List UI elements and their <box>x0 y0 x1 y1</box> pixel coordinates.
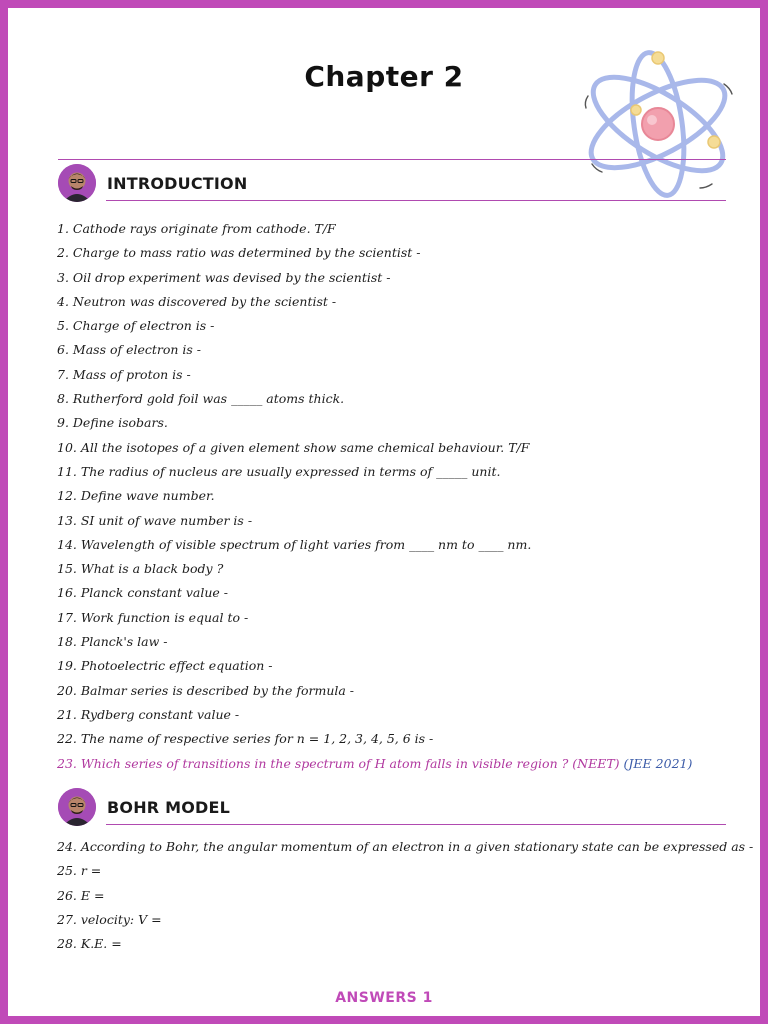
section-header-introduction <box>58 164 726 204</box>
section-header-bohr-model <box>58 788 726 828</box>
exam-tag: (JEE 2021) <box>623 755 693 771</box>
avatar <box>58 164 96 202</box>
question-item: 7. Mass of proton is - <box>57 366 191 382</box>
question-item: 10. All the isotopes of a given element show same chemical behaviour. T/F <box>57 439 530 455</box>
avatar-portrait-icon <box>58 164 96 202</box>
question-item: 1. Cathode rays originate from cathode. T/F <box>57 221 336 236</box>
highlighted-question <box>57 752 720 776</box>
highlighted-question-text: 23. Which series of transitions in the spectrum of H atom falls in visible region ? (NEET) <box>57 755 620 771</box>
section-heading: INTRODUCTION <box>107 174 248 193</box>
question-item: 22. The name of respective series for n = 1, 2, 3, 4, 5, 6 is - <box>57 731 434 747</box>
question-item: 18. Planck's law - <box>57 634 168 650</box>
avatar <box>58 788 96 826</box>
page-footer: ANSWERS 1 <box>335 990 433 1006</box>
question-item: 11. The radius of nucleus are usually expressed in terms of _____ unit. <box>57 463 501 479</box>
question-item: 27. velocity: V = <box>57 911 162 927</box>
section-divider <box>106 824 726 825</box>
question-item: 28. K.E. = <box>57 936 122 952</box>
question-item: 17. Work function is equal to - <box>57 609 249 625</box>
question-item: 21. Rydberg constant value - <box>57 706 240 722</box>
question-item: 4. Neutron was discovered by the scientist - <box>57 293 337 309</box>
question-item: 8. Rutherford gold foil was _____ atoms thick. <box>57 391 345 407</box>
question-item: 5. Charge of electron is - <box>57 318 215 334</box>
question-item: 15. What is a black body ? <box>57 561 224 577</box>
question-item: 6. Mass of electron is - <box>57 342 202 358</box>
question-item: 13. SI unit of wave number is - <box>57 512 253 528</box>
introduction-question-list <box>57 217 720 776</box>
question-item: 12. Define wave number. <box>57 488 215 504</box>
page-title: Chapter 2 <box>304 60 464 93</box>
question-item: 9. Define isobars. <box>57 415 168 431</box>
question-item: 3. Oil drop experiment was devised by the scientist - <box>57 269 391 285</box>
question-item: 19. Photoelectric effect equation - <box>57 658 273 674</box>
question-item: 2. Charge to mass ratio was determined by the scientist - <box>57 245 421 261</box>
section-divider <box>106 200 726 201</box>
question-item: 20. Balmar series is described by the formula - <box>57 682 355 698</box>
top-divider <box>58 159 726 160</box>
question-item: 26. E = <box>57 887 105 903</box>
question-item: 16. Planck constant value - <box>57 585 228 601</box>
question-item: 24. According to Bohr, the angular momentum of an electron in a given stationary state can be expressed as - <box>57 839 754 854</box>
question-item: 25. r = <box>57 863 102 879</box>
question-item: 14. Wavelength of visible spectrum of light varies from ____ nm to ____ nm. <box>57 536 532 552</box>
section-heading: BOHR MODEL <box>107 798 231 817</box>
bohr-model-question-list <box>57 835 754 956</box>
avatar-portrait-icon <box>58 788 96 826</box>
